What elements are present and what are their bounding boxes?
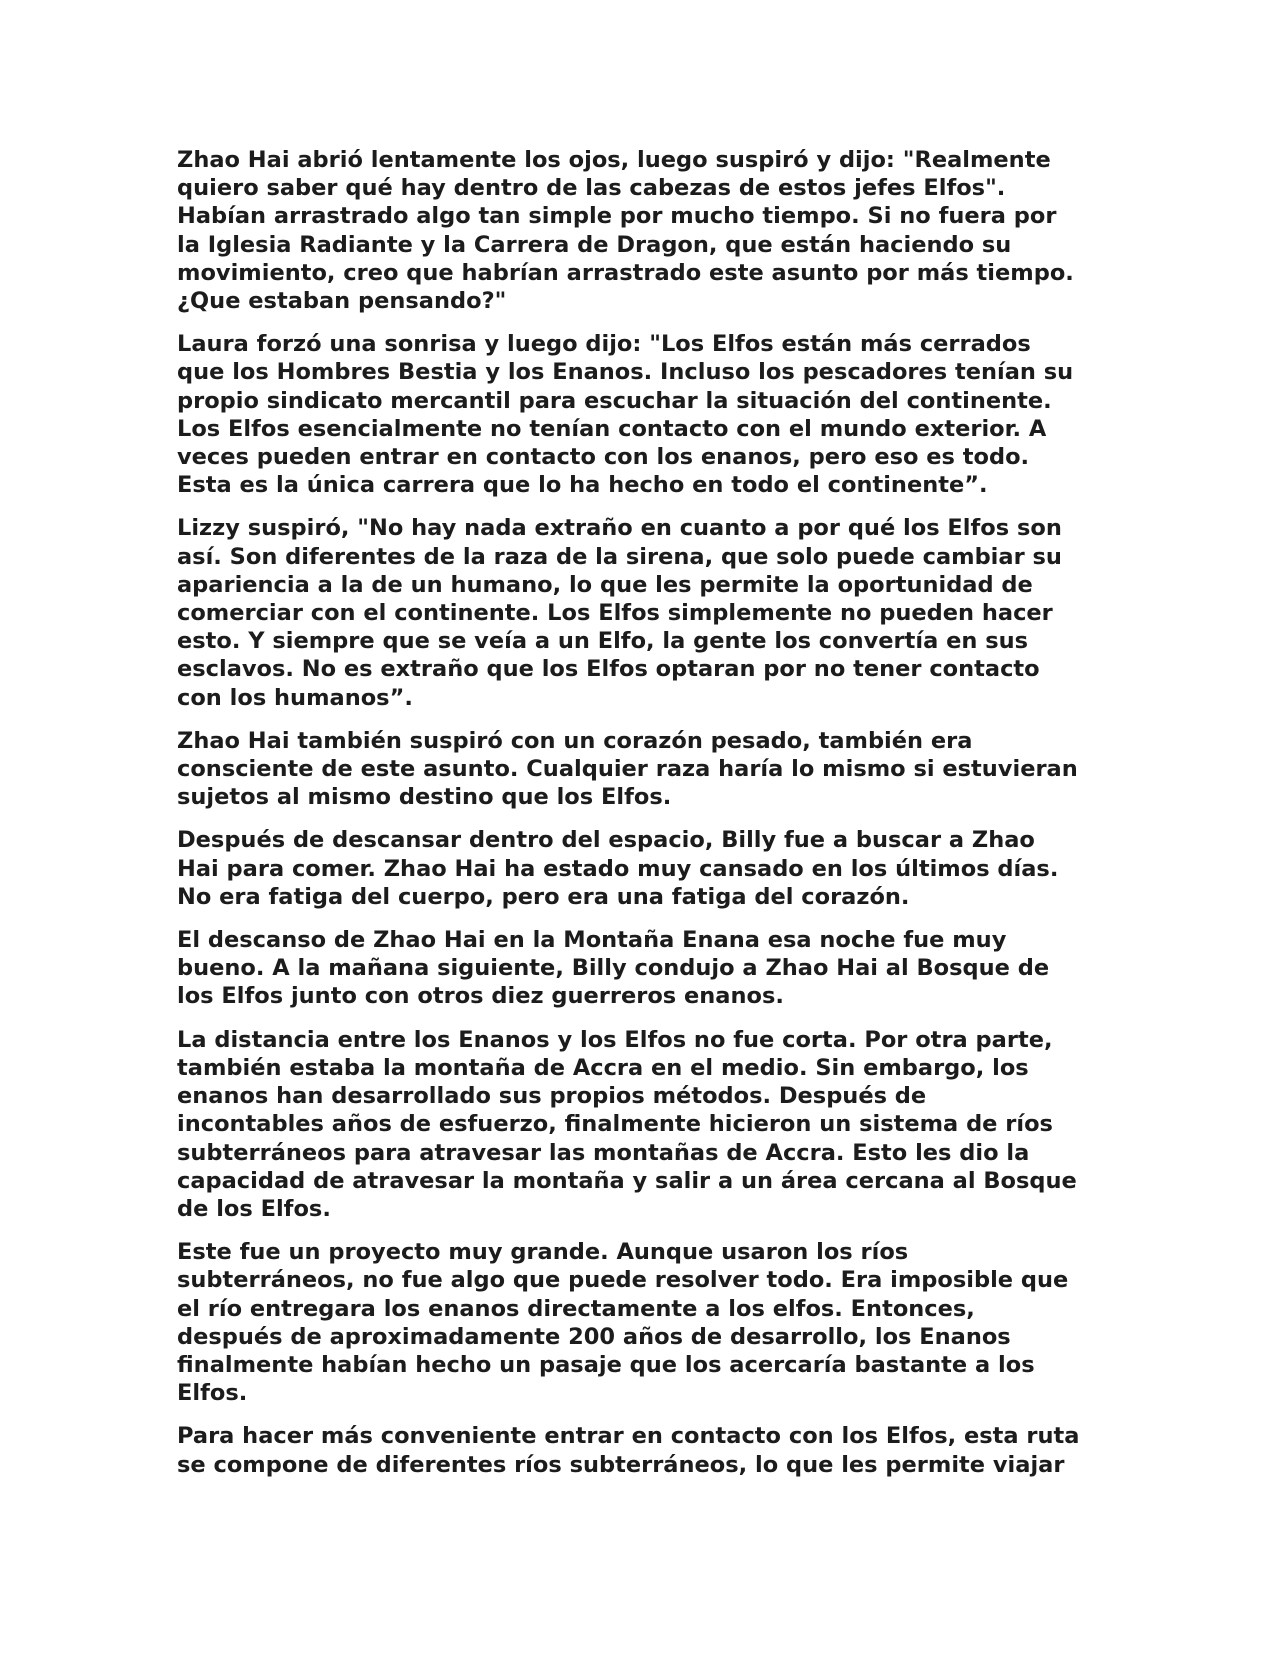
paragraph-6: El descanso de Zhao Hai en la Montaña Enana esa noche fue muy bueno. A la mañana siguiente, Billy condujo a Zhao Hai al Bosque de los Elfos junto con otros diez guerreros enanos. — [177, 927, 1050, 1010]
paragraph-9: Para hacer más conveniente entrar en contacto con los Elfos, esta ruta se compone de diferentes ríos subterráneos, lo que les permite viajar — [177, 1423, 1080, 1478]
document-body — [177, 146, 1107, 1494]
paragraph-1: Zhao Hai abrió lentamente los ojos, luego suspiró y dijo: "Realmente quiero saber qué hay dentro de las cabezas de estos jefes Elfos". Habían arrastrado algo tan simple por mucho tiempo. Si no fuera por la Iglesia Radiante y la Carrera de Dragon, que están haciendo su movimiento, creo que habrían arrastrado este asunto por más tiempo. ¿Que estaban pensando?" — [177, 147, 1074, 315]
paragraph-8: Este fue un proyecto muy grande. Aunque usaron los ríos subterráneos, no fue algo que puede resolver todo. Era imposible que el río entregara los enanos directamente a los elfos. Entonces, después de aproximadamente 200 años de desarrollo, los Enanos finalmente habían hecho un pasaje que los acercaría bastante a los Elfos. — [177, 1239, 1069, 1407]
paragraph-7: La distancia entre los Enanos y los Elfos no fue corta. Por otra parte, también estaba la montaña de Accra en el medio. Sin embargo, los enanos han desarrollado sus propios métodos. Después de incontables años de esfuerzo, finalmente hicieron un sistema de ríos subterráneos para atravesar las montañas de Accra. Esto les dio la capacidad de atravesar la montaña y salir a un área cercana al Bosque de los Elfos. — [177, 1026, 1077, 1222]
paragraph-4: Zhao Hai también suspiró con un corazón pesado, también era consciente de este asunto. Cualquier raza haría lo mismo si estuvieran sujetos al mismo destino que los Elfos. — [177, 727, 1078, 811]
paragraph-5: Después de descansar dentro del espacio, Billy fue a buscar a Zhao Hai para comer. Zhao Hai ha estado muy cansado en los últimos días. No era fatiga del cuerpo, pero era una fatiga del corazón. — [177, 827, 1059, 910]
paragraph-3: Lizzy suspiró, "No hay nada extraño en cuanto a por qué los Elfos son así. Son diferentes de la raza de la sirena, que solo puede cambiar su apariencia a la de un humano, lo que les permite la oportunidad de comerciar con el continente. Los Elfos simplemente no pueden hacer esto. Y siempre que se veía a un Elfo, la gente los convertía en sus esclavos. No es extraño que los Elfos optaran por no tener contacto con los humanos”. — [177, 515, 1062, 711]
paragraph-2: Laura forzó una sonrisa y luego dijo: "Los Elfos están más cerrados que los Hombres Bestia y los Enanos. Incluso los pescadores tenían su propio sindicato mercantil para escuchar la situación del continente. Los Elfos esencialmente no tenían contacto con el mundo exterior. A veces pueden entrar en contacto con los enanos, pero eso es todo. Esta es la única carrera que lo ha hecho en todo el continente”. — [177, 331, 1074, 499]
